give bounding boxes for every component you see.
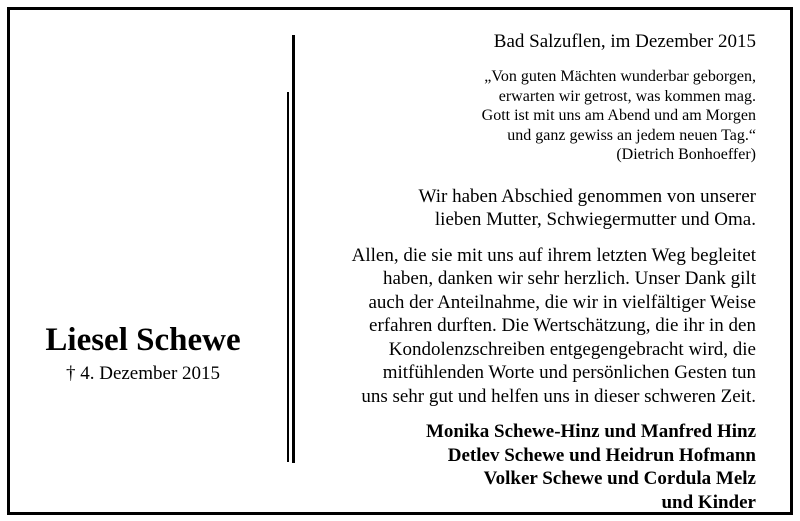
- quote-line: und ganz gewiss an jedem neuen Tag.“: [507, 126, 756, 144]
- signer-line: Monika Schewe-Hinz und Manfred Hinz: [425, 421, 756, 442]
- farewell-line: lieben Mutter, Schwiegermutter und Oma.: [434, 209, 756, 230]
- thanks-line: uns sehr gut und helfen uns in dieser schweren Zeit.: [361, 385, 756, 407]
- signer-line: Volker Schewe und Cordula Melz: [483, 468, 756, 489]
- thanks-line: erfahren durften. Die Wertschätzung, die ihr in den: [369, 315, 756, 336]
- farewell-line: Wir haben Abschied genommen von unserer: [418, 185, 756, 207]
- deceased-name: Liesel Schewe: [45, 322, 241, 358]
- quote-line: Gott ist mit uns am Abend und am Morgen: [481, 107, 756, 124]
- signer-line: und Kinder: [661, 491, 756, 513]
- death-date: † 4. Dezember 2015: [65, 363, 221, 384]
- thanks-line: Allen, die sie mit uns auf ihrem letzten Weg begleitet: [351, 244, 756, 266]
- signers-block: [310, 420, 756, 514]
- divider-rule-short: [287, 92, 289, 462]
- quote-author: (Dietrich Bonhoeffer): [616, 146, 756, 163]
- divider-rule-long: [292, 35, 295, 463]
- quote-line: erwarten wir getrost, was kommen mag.: [498, 87, 756, 105]
- deceased-block: [12, 318, 274, 386]
- thanks-line: mitfühlenden Worte und persönlichen Gesten tun: [382, 362, 756, 383]
- thanks-line: haben, danken wir sehr herzlich. Unser Dank gilt: [382, 268, 756, 289]
- text-column: [310, 29, 756, 514]
- thanks-line: Kondolenzschreiben entgegengebracht wird, die: [388, 338, 756, 360]
- farewell-paragraph: [310, 185, 756, 232]
- thanks-paragraph: [310, 244, 756, 409]
- thanks-line: auch der Anteilnahme, die wir in vielfältiger Weise: [368, 291, 756, 313]
- place-date: Bad Salzuflen, im Dezember 2015: [493, 31, 756, 52]
- quote-block: [310, 67, 756, 165]
- signer-line: Detlev Schewe und Heidrun Hofmann: [447, 444, 756, 466]
- quote-line: „Von guten Mächten wunderbar geborgen,: [484, 68, 756, 85]
